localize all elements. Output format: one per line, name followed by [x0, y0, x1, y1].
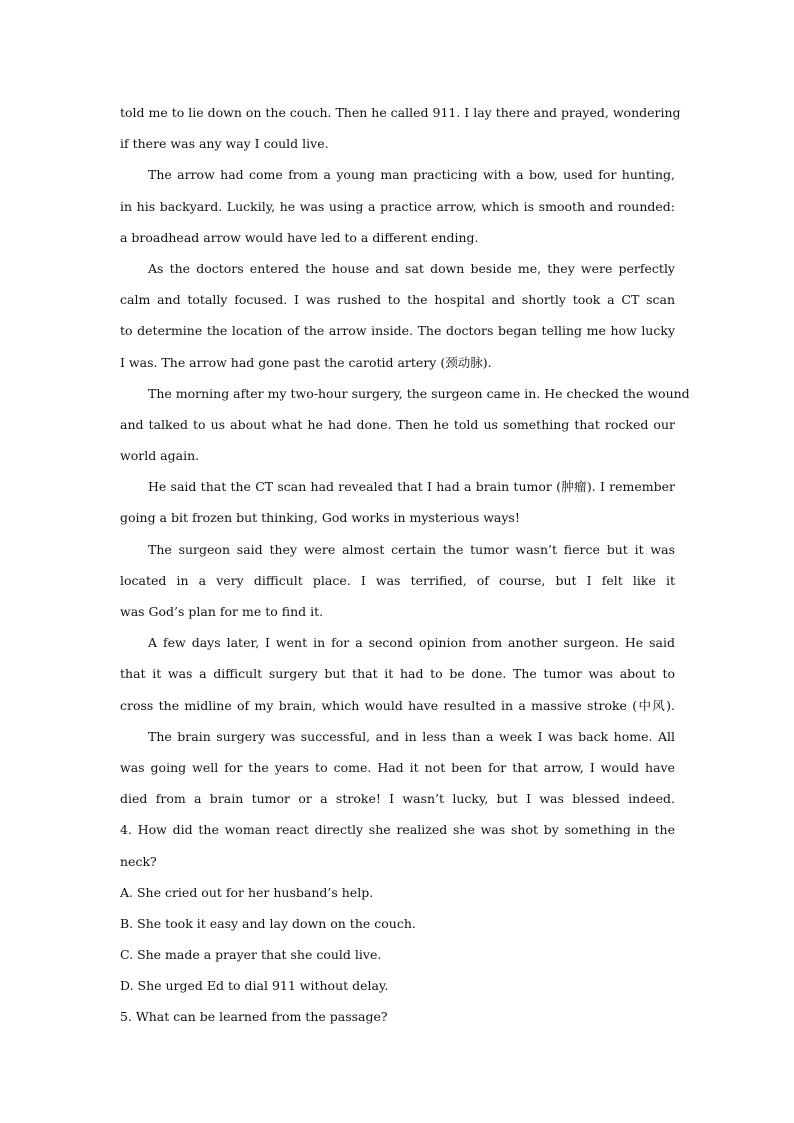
text-line: and talked to us about what he had done. Then he told us something that rocked our [120, 416, 675, 432]
text-line: cross the midline of my brain, which would have resulted in a massive stroke (中风). [120, 697, 675, 713]
text-line: I was. The arrow had gone past the carotid artery (颈动脉). [120, 354, 492, 370]
text-line: He said that the CT scan had revealed that I had a brain tumor (肿瘤). I remember [148, 479, 675, 495]
text-line: The surgeon said they were almost certain the tumor wasn’t fierce but it was [148, 541, 675, 557]
document-page [120, 102, 690, 1038]
text-line: 5. What can be learned from the passage? [120, 1009, 388, 1025]
text-line: The brain surgery was successful, and in less than a week I was back home. All [148, 728, 675, 744]
text-line: 4. How did the woman react directly she realized she was shot by something in the [120, 822, 675, 838]
text-line: A few days later, I went in for a second opinion from another surgeon. He said [148, 635, 675, 651]
text-line: told me to lie down on the couch. Then he called 911. I lay there and prayed, wondering [120, 105, 681, 120]
text-line: died from a brain tumor or a stroke! I wasn’t lucky, but I was blessed indeed. [120, 791, 675, 807]
text-line: was God’s plan for me to find it. [120, 604, 324, 619]
text-line: D. She urged Ed to dial 911 without delay. [120, 978, 389, 994]
text-line: The arrow had come from a young man practicing with a bow, used for hunting, [148, 167, 675, 183]
text-line: C. She made a prayer that she could live. [120, 947, 382, 963]
text-line: to determine the location of the arrow inside. The doctors began telling me how lucky [120, 323, 675, 339]
text-line: was going well for the years to come. Had it not been for that arrow, I would have [120, 759, 675, 775]
text-line: going a bit frozen but thinking, God works in mysterious ways! [120, 510, 520, 526]
text-line: As the doctors entered the house and sat down beside me, they were perfectly [148, 260, 675, 276]
text-line: located in a very difficult place. I was terrified, of course, but I felt like it [120, 572, 675, 588]
text-line: The morning after my two-hour surgery, the surgeon came in. He checked the wound [148, 385, 690, 401]
text-line: world again. [120, 448, 200, 464]
text-line: if there was any way I could live. [120, 136, 329, 152]
text-block [120, 102, 690, 1038]
text-line: that it was a difficult surgery but that it had to be done. The tumor was about to [120, 666, 675, 682]
text-line: calm and totally focused. I was rushed to the hospital and shortly took a CT scan [120, 292, 675, 308]
text-line: B. She took it easy and lay down on the couch. [120, 915, 416, 931]
text-line: neck? [120, 853, 157, 869]
text-line: a broadhead arrow would have led to a different ending. [120, 229, 479, 245]
text-line: A. She cried out for her husband’s help. [120, 884, 374, 900]
text-line: in his backyard. Luckily, he was using a practice arrow, which is smooth and rounded: [120, 198, 675, 214]
